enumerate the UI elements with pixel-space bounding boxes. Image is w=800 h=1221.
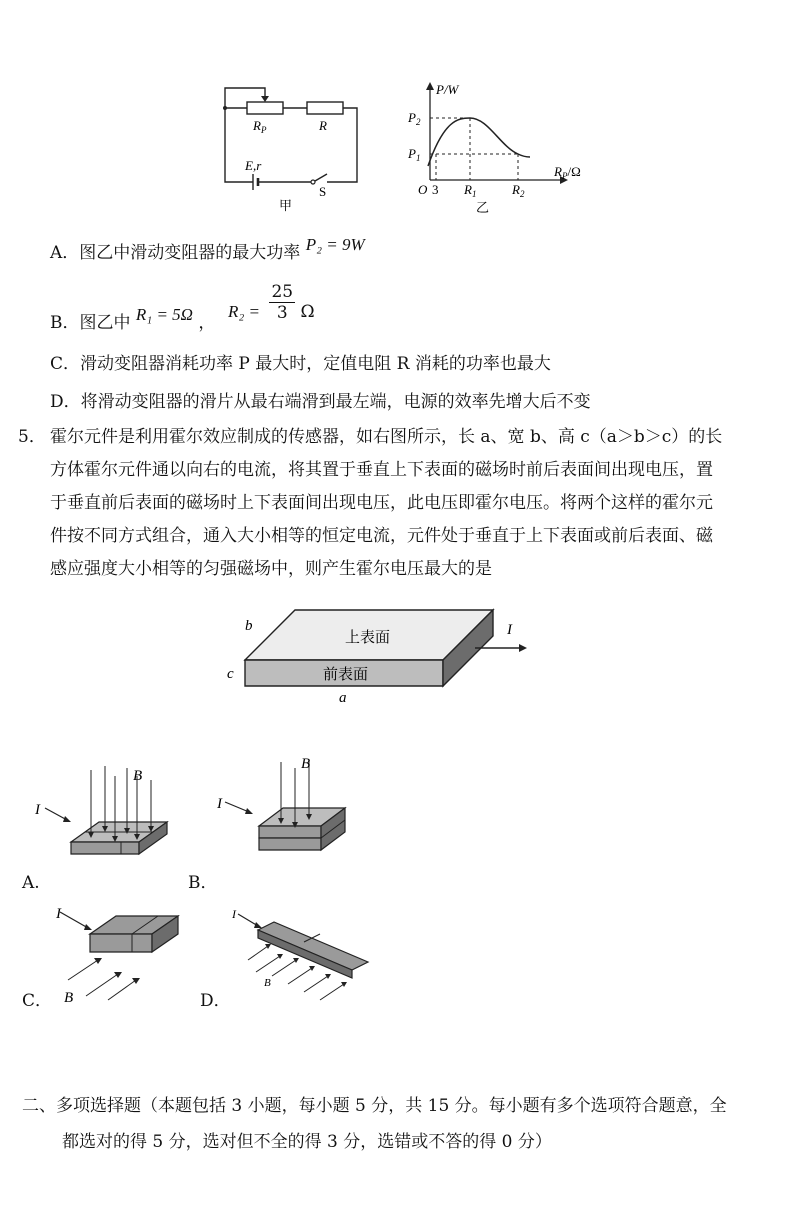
current-label: I — [507, 622, 512, 638]
graph-caption: 乙 — [476, 200, 490, 215]
q5-text: 霍尔元件是利用霍尔效应制成的传感器，如右图所示，长 a、宽 b、高 c（a＞b＞c）的长 方体霍尔元件通以向右的电流，将其置于垂直上下表面的磁场时前后表面间出现电压，置 于垂直前后表面的磁场时上下表面间出现电压，此电压即霍尔电压。将两个这样的霍尔元 件按不同方式组合，通入大小相等的恒定电流，元件处于垂直于上下表面或前后表面、磁 感应强度大小相等的匀强磁场中，则产生霍尔电压最大的是 — [50, 427, 723, 579]
origin-label: O — [418, 182, 428, 197]
option-a-label: A. — [22, 873, 40, 893]
option-a-formula: P₂ = 9W — [305, 235, 365, 254]
tick-3: 3 — [432, 182, 439, 197]
option-d: D．将滑动变阻器的滑片从最右端滑到最左端，电源的效率先增大后不变 — [50, 392, 591, 412]
option-b-fraction: R₂ = $\frac{25}{3}$ Ω — [228, 282, 315, 323]
svg-text:RP/Ω: $R_P/\Omega$ — [554, 164, 581, 181]
option-c-label: C． — [22, 991, 53, 1011]
opt-a-field: B — [133, 768, 143, 784]
emf-label: E,r — [245, 158, 262, 173]
opt-b-current: I — [217, 796, 222, 812]
section2-line2: 都选对的得 5 分，选对但不全的得 3 分，选错或不答的得 0 分） — [62, 1132, 552, 1152]
r2-tick: R — [512, 182, 520, 197]
rp-sub: P — [260, 125, 267, 135]
svg-text:RP — [252, 118, 267, 135]
rp-label: R — [253, 118, 261, 133]
power-curve — [428, 118, 530, 166]
option-d-figure — [228, 900, 378, 1010]
opt-b-field: B — [301, 756, 311, 772]
fixed-resistor — [307, 102, 343, 114]
option-c-figure — [50, 900, 190, 1010]
svg-text:R2: $R_2$ — [512, 182, 525, 199]
dim-b: b — [245, 618, 253, 634]
y-axis-label: P/W — [436, 82, 459, 97]
option-b: B．图乙中 R₁ = 5Ω ， — [50, 305, 216, 333]
option-b-figure — [215, 756, 355, 880]
switch-label: S — [319, 184, 327, 199]
opt-d-current: I — [232, 907, 236, 921]
option-d-label: D． — [200, 991, 231, 1011]
option-b-formula1: R₁ = 5Ω — [135, 305, 193, 324]
front-surface-label: 前表面 — [323, 667, 369, 683]
option-a-text: A．图乙中滑动变阻器的最大功率 — [50, 243, 301, 263]
option-a-figure — [35, 760, 175, 880]
opt-a-current: I — [35, 802, 40, 818]
circuit-caption: 甲 — [279, 198, 293, 213]
p1-label: P — [408, 146, 416, 161]
q5-number: 5． — [18, 427, 46, 447]
svg-text:P2: $P_2$ — [408, 110, 421, 127]
opt-c-field: B — [64, 990, 74, 1006]
r1-tick: R — [464, 182, 472, 197]
dim-c: c — [227, 666, 234, 682]
svg-text:R1: $R_1$ — [464, 182, 477, 199]
option-c: C．滑动变阻器消耗功率 P 最大时，定值电阻 R 消耗的功率也最大 — [50, 354, 551, 374]
x-axis-label: R — [554, 164, 562, 179]
opt-d-field: B — [264, 977, 271, 989]
rheostat-resistor — [247, 102, 283, 114]
option-b-text: B．图乙中 — [50, 313, 131, 333]
section2-line1: 二、多项选择题（本题包括 3 小题，每小题 5 分，共 15 分。每小题有多个选项符合题意，全 — [22, 1096, 727, 1116]
dim-a: a — [339, 690, 347, 706]
circuit-diagram — [215, 78, 375, 218]
r-label: R — [319, 118, 327, 133]
p2-label: P — [408, 110, 416, 125]
svg-text:P1: $P_1$ — [408, 146, 421, 163]
top-surface-label: 上表面 — [345, 630, 391, 646]
option-b-label: B． — [188, 873, 218, 893]
hall-element-figure — [227, 600, 555, 706]
option-a — [50, 235, 365, 266]
opt-c-current: I — [56, 906, 61, 922]
power-graph — [400, 80, 600, 220]
